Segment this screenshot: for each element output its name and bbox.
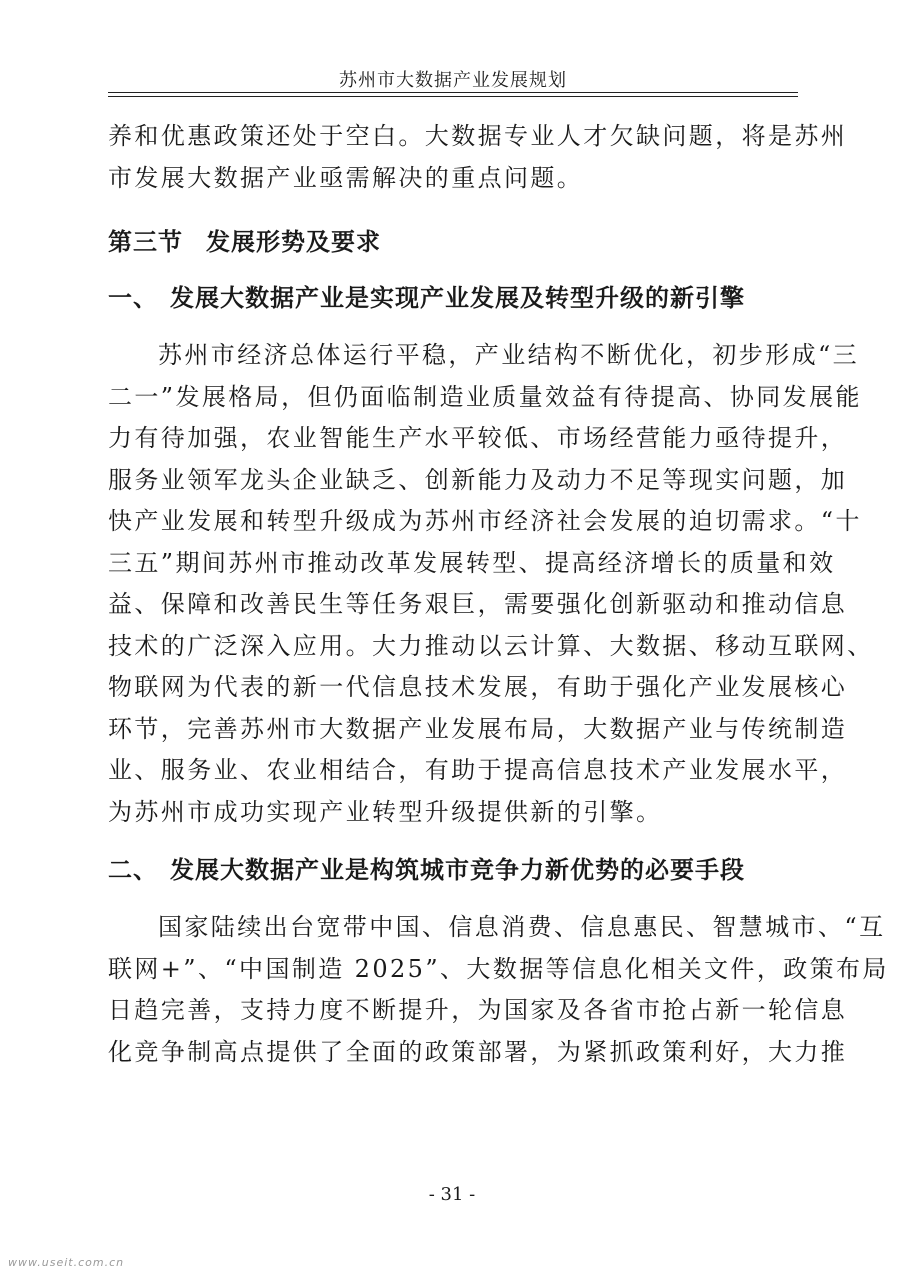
subsection-heading-2 (108, 851, 798, 889)
section-number: 第三节 (108, 228, 183, 256)
header-rule-thick (108, 96, 798, 97)
text-line: 物联网为代表的新一代信息技术发展，有助于强化产业发展核心 (108, 673, 848, 701)
header-rule-thin (108, 92, 798, 93)
text-line: 力有待加强，农业智能生产水平较低、市场经营能力亟待提升， (108, 424, 848, 452)
section-title: 发展形势及要求 (206, 228, 381, 256)
text-line: 为苏州市成功实现产业转型升级提供新的引擎。 (108, 797, 663, 826)
paragraph-2 (108, 907, 889, 1073)
text-line: 市发展大数据产业亟需解决的重点问题。 (108, 163, 584, 192)
text-line: 国家陆续出台宽带中国、信息消费、信息惠民、智慧城市、“互 (158, 913, 886, 941)
subsection-number: 一、 (108, 284, 158, 312)
text-line: 快产业发展和转型升级成为苏州市经济社会发展的迫切需求。“十 (108, 507, 862, 535)
intro-paragraph (108, 116, 848, 199)
text-line: 养和优惠政策还处于空白。大数据专业人才欠缺问题，将是苏州 (108, 122, 848, 150)
text-line: 化竞争制高点提供了全面的政策部署，为紧抓政策利好，大力推 (108, 1037, 848, 1066)
text-line: 日趋完善，支持力度不断提升，为国家及各省市抢占新一轮信息 (108, 996, 848, 1024)
section-heading (108, 223, 798, 261)
text-line: 三五”期间苏州市推动改革发展转型、提高经济增长的质量和效 (108, 548, 836, 577)
subsection-number: 二、 (108, 856, 158, 884)
text-line: 服务业领军龙头企业缺乏、创新能力及动力不足等现实问题，加 (108, 465, 848, 494)
text-line: 益、保障和改善民生等任务艰巨，需要强化创新驱动和推动信息 (108, 590, 848, 618)
subsection-title: 发展大数据产业是实现产业发展及转型升级的新引擎 (170, 284, 745, 312)
text-line: 技术的广泛深入应用。大力推动以云计算、大数据、移动互联网、 (108, 631, 874, 660)
text-line: 业、服务业、农业相结合，有助于提高信息技术产业发展水平， (108, 756, 848, 784)
text-line: 环节，完善苏州市大数据产业发展布局，大数据产业与传统制造 (108, 714, 848, 743)
text-line: 二一”发展格局，但仍面临制造业质量效益有待提高、协同发展能 (108, 382, 862, 411)
text-line: 苏州市经济总体运行平稳，产业结构不断优化，初步形成“三 (158, 341, 860, 369)
text-line: 联网+”、“中国制造 2025”、大数据等信息化相关文件，政策布局 (108, 954, 889, 983)
page-body (108, 116, 889, 1073)
subsection-heading-1 (108, 279, 798, 317)
watermark-text: www.useit.com.cn (8, 1256, 125, 1269)
page-number: - 31 - (428, 1184, 476, 1205)
subsection-title: 发展大数据产业是构筑城市竞争力新优势的必要手段 (170, 856, 745, 884)
paragraph-1 (108, 335, 874, 833)
running-header: 苏州市大数据产业发展规划 (339, 70, 567, 91)
